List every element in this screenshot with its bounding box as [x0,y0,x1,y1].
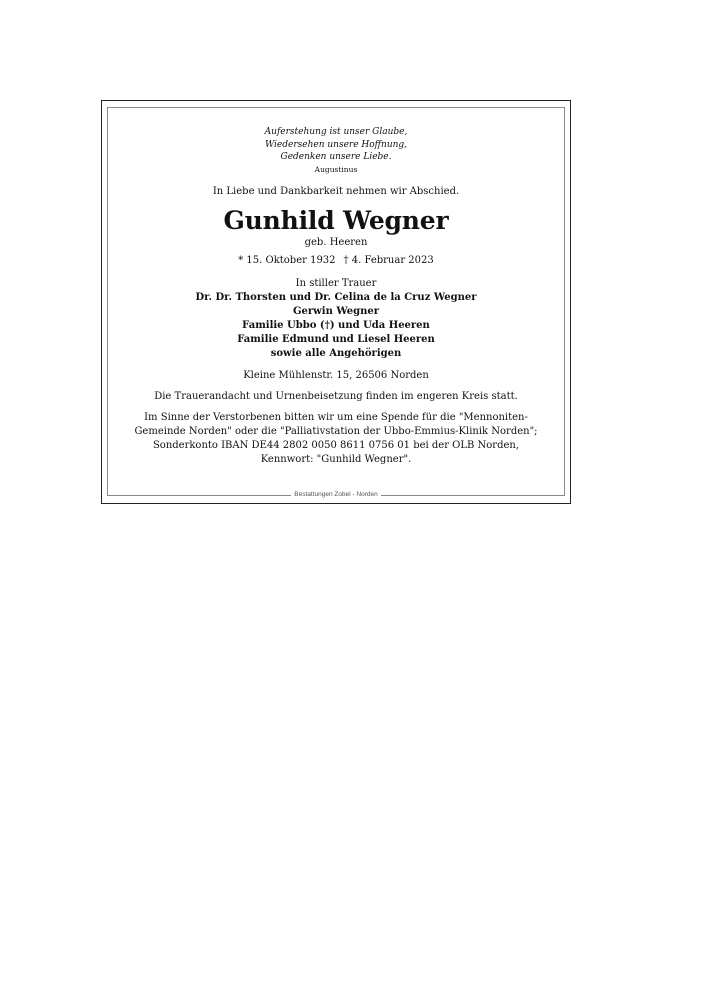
funeral-home-name: Bestattungen Zobel - Norden [291,491,380,498]
ceremony-note: Die Trauerandacht und Urnenbeisetzung finden im engeren Kreis statt. [154,390,518,402]
life-dates [108,254,564,268]
mourner-entry: sowie alle Angehörigen [270,347,402,359]
donation-line: Im Sinne der Verstorbenen bitten wir um eine Spende für die "Mennoniten- [144,411,528,423]
mourning-intro: In stiller Trauer [295,277,377,289]
motto-line: Gedenken unsere Liebe. [280,152,392,162]
birth-name: geb. Heeren [304,236,368,248]
mourner-entry: Familie Ubbo (†) und Uda Heeren [242,319,430,331]
address: Kleine Mühlenstr. 15, 26506 Norden [243,369,429,381]
obituary-notice [101,100,571,504]
deceased-name: Gunhild Wegner [223,205,449,235]
farewell-intro: In Liebe und Dankbarkeit nehmen wir Abschied. [212,185,460,197]
mourners-list [108,291,564,361]
donation-line: Kennwort: "Gunhild Wegner". [260,453,412,465]
mourner-entry: Familie Edmund und Liesel Heeren [237,333,435,345]
donation-note [108,411,564,467]
motto [108,126,564,164]
funeral-home-credit [108,486,564,500]
inner-frame [107,107,565,496]
motto-line: Auferstehung ist unser Glaube, [264,127,408,137]
motto-author: Augustinus [314,164,358,174]
mourner-entry: Gerwin Wegner [292,305,379,317]
death-date: † 4. Februar 2023 [343,254,434,266]
mourner-entry: Dr. Dr. Thorsten und Dr. Celina de la Cruz Wegner [195,291,477,303]
donation-line: Sonderkonto IBAN DE44 2802 0050 8611 0756 01 bei der OLB Norden, [152,439,520,451]
motto-line: Wiedersehen unsere Hoffnung, [264,139,408,150]
notice-content [108,126,564,467]
donation-line: Gemeinde Norden" oder die "Palliativstation der Ubbo-Emmius-Klinik Norden"; [134,425,538,437]
birth-date: * 15. Oktober 1932 [238,254,336,266]
